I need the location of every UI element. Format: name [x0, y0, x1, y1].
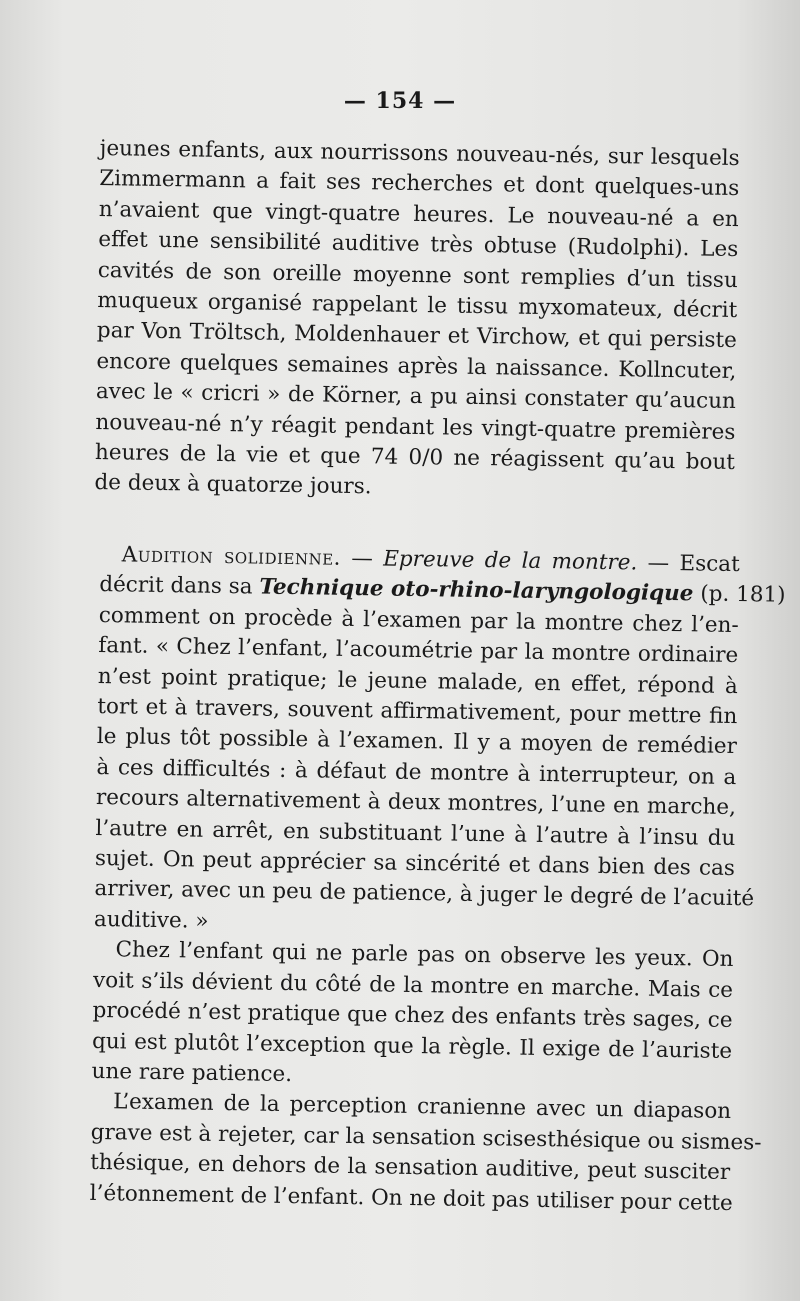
text-line: heures de la vie et que 74 0/0 ne réagissent qu’au bout [94, 440, 736, 476]
text-line: l’étonnement de l’enfant. On ne doit pas utiliser pour cette [89, 1180, 733, 1216]
text-line: qui est plutôt l’exception que la règle. Il exige de l’auriste [91, 1028, 733, 1064]
text-line: cavités de son oreille moyenne sont remplies d’un tissu [97, 257, 738, 293]
text-line: par Von Tröltsch, Moldenhauer et Virchow, et qui persiste [96, 318, 738, 354]
text-line: muqueux organisé rappelant le tissu myxomateux, décrit [97, 288, 738, 324]
page-number: — 154 — [343, 88, 457, 114]
text-line: fant. « Chez l’enfant, l’acoumétrie par la montre ordinaire [98, 633, 739, 669]
heading-dash: — [340, 545, 384, 572]
text-line: nouveau-né n’y réagit pendant les vingt-quatre premières [95, 409, 736, 445]
text-line: comment on procède à l’examen par la montre chez l’en- [98, 602, 739, 638]
section-heading: Audition solidienne. [121, 542, 342, 571]
text-line: thésique, en dehors de la sensation auditive, peut susciter [90, 1150, 731, 1186]
text-line: encore quelques semaines après la naissance. Kollncuter, [96, 348, 737, 384]
section-subtitle: Epreuve de la montre. [383, 546, 638, 576]
text-line: voit s’ils dévient du côté de la montre en marche. Mais ce [92, 967, 734, 1003]
text-line: à ces difficultés : à défaut de montre à interrupteur, on a [96, 754, 737, 790]
text-line: le plus tôt possible à l’examen. Il y a moyen de remédier [96, 724, 738, 760]
text-line: Zimmermann a fait ses recherches et dont quelques-uns [99, 166, 740, 202]
text-line: sujet. On peut apprécier sa sincérité et dans bien des cas [94, 846, 736, 882]
text-line: tort et à travers, souvent affirmativement, pour mettre fin [97, 694, 738, 730]
paragraph-1 [94, 134, 740, 509]
text-line: arriver, avec un peu de patience, à juger le degré de l’acuité [94, 876, 755, 912]
text-line: n’avaient que vingt-quatre heures. Le nouveau-né a en [98, 196, 739, 232]
heading-dash-escat: — Escat [637, 550, 740, 578]
section-audition-solidienne [89, 540, 786, 1219]
text-line: recours alternativement à deux montres, l’une en marche, [95, 785, 737, 821]
text-line: avec le « cricri » de Körner, a pu ainsi constater qu’aucun [95, 379, 737, 415]
text-line: jeunes enfants, aux nourrissons nouveau-nés, sur lesquels [99, 135, 740, 172]
text-line: une rare patience. [91, 1058, 293, 1087]
text-line: L’examen de la perception cranienne avec un diapason [112, 1089, 732, 1125]
text-line: n’est point pratique; le jeune malade, en effet, répond à [97, 663, 738, 699]
text-fragment: (p. 181) [693, 581, 786, 609]
book-title: Technique oto-rhino-laryngologique [259, 574, 694, 607]
text-line: effet une sensibilité auditive très obtuse (Rudolphi). Les [98, 227, 739, 263]
text-line: grave est à rejeter, car la sensation scisesthésique ou sismes- [90, 1119, 762, 1156]
text-line: auditive. » [93, 906, 209, 934]
text-fragment: décrit dans sa [99, 572, 260, 600]
text-line: Chez l’enfant qui ne parle pas on observe les yeux. On [115, 937, 734, 973]
text-line: de deux à quatorze jours. [94, 470, 372, 500]
text-line: l’autre en arrêt, en substituant l’une à l’autre à l’insu du [95, 815, 736, 851]
text-line: procédé n’est pratique que chez des enfants très sages, ce [92, 998, 733, 1034]
